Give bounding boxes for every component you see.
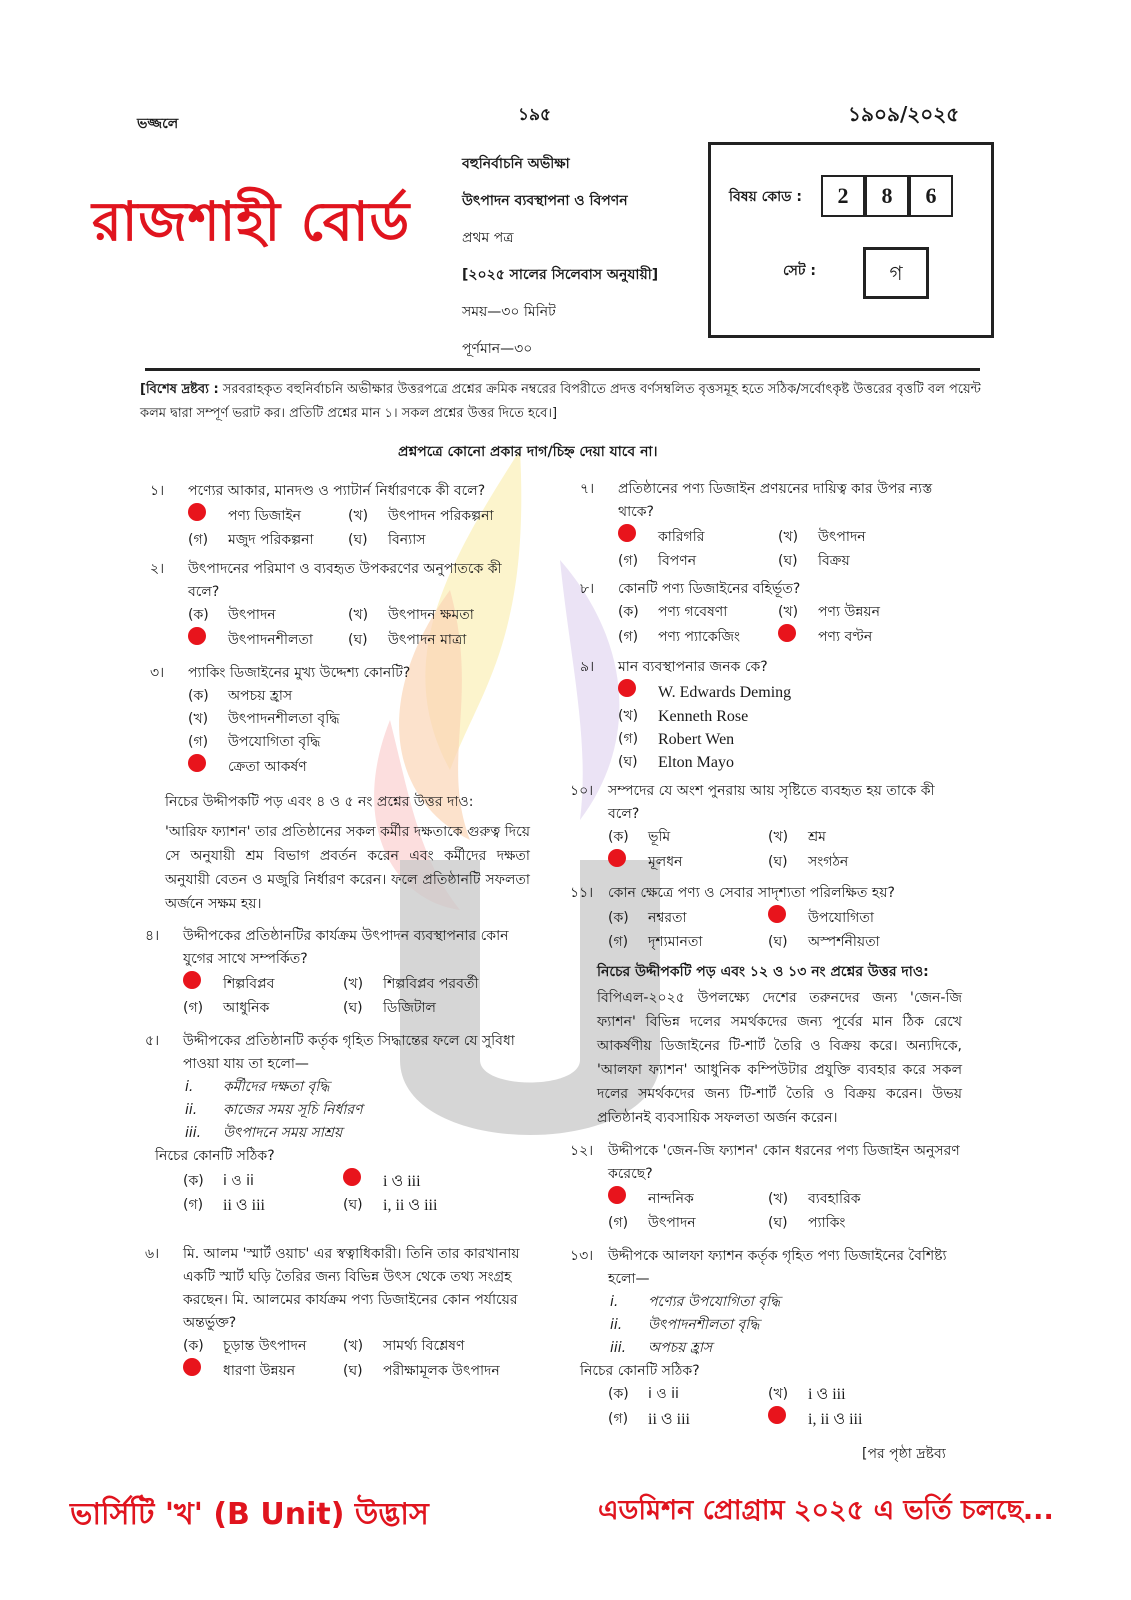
question-number: ৩। (150, 665, 165, 681)
question-text: কোনটি পণ্য ডিজাইনের বহির্ভূত? (618, 581, 801, 597)
option-text: i ও ii (648, 1386, 679, 1402)
option-label: (খ) (768, 1386, 789, 1402)
option-label: (গ) (608, 934, 629, 950)
option-label: (খ) (768, 829, 789, 845)
option[interactable] (768, 1212, 938, 1235)
option-label: (গ) (183, 1000, 204, 1016)
option-label: (ক) (608, 909, 629, 926)
option-text: শিল্পবিপ্লব পরবর্তী (383, 975, 479, 992)
option-label: (খ) (348, 607, 369, 623)
board-title: রাজশাহী বোর্ড (92, 190, 411, 253)
question-4 (145, 925, 530, 1020)
option[interactable] (768, 1186, 938, 1212)
option-text: সংগঠন (808, 853, 849, 870)
option-text: ভূমি (648, 829, 671, 845)
option-text: ii ও iii (223, 1197, 266, 1214)
option-text: পরীক্ষামূলক উৎপাদন (383, 1362, 500, 1379)
question-3 (150, 662, 530, 780)
option-text: উৎপাদনশীলতা (228, 631, 313, 648)
option[interactable] (343, 1335, 513, 1358)
option[interactable] (618, 550, 778, 573)
special-note (140, 378, 985, 426)
question-2 (150, 558, 530, 653)
stimulus-1 (165, 790, 530, 916)
option-text: i, ii ও iii (383, 1197, 438, 1214)
filled-answer-bubble-icon (778, 624, 796, 642)
option-label: (খ) (618, 708, 639, 724)
question-text: মি. আলম 'স্মার্ট ওয়াচ' এর স্বত্বাধিকারী। তিনি তার কারখানায় একটি স্মার্ট ঘড়ি তৈরির জন্য বিভিন্ন উৎস থেকে তথ্য সংগ্রহ করছেন। মি. আলমের কার্যক্রম পণ্য ডিজাইনের কোন পর্যায়ের অন্তর্ভুক্ত? (183, 1246, 520, 1331)
option[interactable] (768, 1406, 938, 1432)
option-label: (খ) (778, 528, 799, 545)
question-number: ১২। (570, 1143, 594, 1159)
option-text: Robert Wen (658, 731, 735, 748)
question-text: উদ্দীপকের প্রতিষ্ঠানটি কর্তৃক গৃহিত সিদ্ধান্তের ফলে যে সুবিধা পাওয়া যায় তা হলো— (183, 1033, 515, 1072)
option[interactable] (188, 685, 530, 708)
option-text: মজুদ পরিকল্পনা (228, 532, 314, 548)
option-text: i ও ii (223, 1172, 254, 1189)
option[interactable] (188, 731, 530, 754)
option[interactable] (778, 524, 948, 550)
option-label: (ঘ) (343, 1000, 363, 1016)
statement-number: iii. (185, 1125, 202, 1141)
option[interactable] (768, 1383, 938, 1406)
stimulus-passage: 'আরিফ ফ্যাশন' তার প্রতিষ্ঠানের সকল কর্মীর দক্ষতাকে গুরুত্ব দিয়ে সে অনুযায়ী শ্রম বিভাগ প্রবর্তন করেন এবং কর্মীদের দক্ষতা অনুযায়ী বেতন ও মজুরি নির্ধারণ করেন। ফলে প্রতিষ্ঠানটি সফলতা অর্জনে সক্ষম হয়। (165, 824, 530, 912)
option-text: ক্রেতা আকর্ষণ (228, 758, 307, 775)
option[interactable] (183, 1168, 343, 1194)
option[interactable] (608, 1383, 768, 1406)
statement (610, 1337, 965, 1360)
statement (185, 1099, 530, 1122)
option-text: বিক্রয় (818, 553, 850, 569)
option-label: (গ) (183, 1197, 204, 1213)
option-text: পণ্য প্যাকেজিং (658, 628, 741, 645)
option-text: পণ্য বণ্টন (818, 628, 873, 645)
option-label: (খ) (768, 1190, 789, 1207)
option-text: উৎপাদন পরিকল্পনা (388, 507, 494, 524)
option-text: নান্দনিক (648, 1190, 694, 1207)
statement-text: পণ্যের উপযোগিতা বৃদ্ধি (648, 1294, 781, 1310)
question-number: ১। (150, 483, 165, 499)
option-text: আধুনিক (223, 1000, 270, 1016)
option-label: (গ) (618, 731, 639, 747)
question-9 (580, 656, 965, 774)
option-text: উৎপাদনশীলতা বৃদ্ধি (228, 711, 340, 727)
option-text: মূলধন (648, 853, 683, 870)
exam-time: সময়—৩০ মিনিট (462, 304, 556, 320)
question-10 (570, 780, 965, 875)
option[interactable] (618, 705, 965, 728)
option-text: W. Edwards Deming (658, 683, 792, 701)
filled-answer-bubble-icon (188, 754, 206, 772)
statement-text: অপচয় হ্রাস (648, 1340, 713, 1356)
option-label: (ক) (618, 604, 639, 620)
option-label: (ঘ) (348, 631, 368, 648)
question-12 (570, 1140, 965, 1235)
option[interactable] (343, 1194, 513, 1217)
option[interactable] (608, 849, 768, 875)
option[interactable] (608, 905, 768, 931)
option-label: (ঘ) (618, 754, 638, 770)
option-text: পণ্য ডিজাইন (228, 507, 302, 524)
option-label: (ঘ) (343, 1197, 363, 1213)
option-label: (ক) (608, 1386, 629, 1402)
filled-answer-bubble-icon (343, 1168, 361, 1186)
subject-code-digit: 6 (909, 175, 953, 217)
option[interactable] (608, 1406, 768, 1432)
question-13 (570, 1245, 965, 1432)
filled-answer-bubble-icon (618, 524, 636, 542)
question-text: সম্পদের যে অংশ পুনরায় আয় সৃষ্টিতে ব্যবহৃত হয় তাকে কী বলে? (608, 783, 935, 822)
option[interactable] (618, 624, 778, 650)
option[interactable] (618, 601, 778, 624)
set-label: সেট : (783, 263, 817, 279)
question-prompt: নিচের কোনটি সঠিক? (155, 1148, 275, 1164)
option-label: (ক) (188, 688, 209, 704)
question-number: ১৩। (570, 1248, 594, 1264)
subject-name: উৎপাদন ব্যবস্থাপনা ও বিপণন (462, 193, 628, 209)
note-text: সরবরাহকৃত বহুনির্বাচনি অভীক্ষার উত্তরপত্রে প্রশ্নের ক্রমিক নম্বরের বিপরীতে প্রদত্ত বর্ণসম্বলিত বৃত্তসমূহ হতে সঠিক/সর্বোৎকৃষ্ট উত্তরের বৃত্তটি বল পয়েন্ট কলম দ্বারা সম্পূর্ণ ভরাট কর। প্রতিটি প্রশ্নের মান ১। সকল প্রশ্নের উত্তর দিতে হবে।] (140, 382, 981, 421)
option-text: পণ্য গবেষণা (658, 604, 728, 620)
question-text: প্যাকিং ডিজাইনের মুখ্য উদ্দেশ্য কোনটি? (188, 665, 411, 681)
stimulus-passage: বিপিএল-২০২৫ উপলক্ষ্যে দেশের তরুনদের জন্য 'জেন-জি ফ্যাশন' বিভিন্ন দলের সমর্থকদের জন্য পূর্বের মান ঠিক রেখে আকর্ষণীয় ডিজাইনের টি-শার্ট তৈরি ও বিক্রয় করে। অন্যদিকে, 'আলফা ফ্যাশন' আধুনিক কম্পিউটার প্রযুক্তি ব্যবহার করে সকল দলের সমর্থকদের জন্য টি-শার্ট তৈরি ও বিক্রয় করেন। উভয় প্রতিষ্ঠানই ব্যবসায়িক সফলতা অর্জন করেন। (597, 990, 962, 1126)
option-label: (খ) (188, 711, 209, 727)
option[interactable] (618, 751, 965, 774)
option-text: চূড়ান্ত উৎপাদন (223, 1338, 307, 1354)
subject-code-label: বিষয় কোড : (729, 189, 802, 205)
option-label: (ক) (608, 829, 629, 845)
statement (610, 1314, 965, 1337)
option-label: (ক) (183, 1172, 204, 1189)
option[interactable] (188, 627, 348, 653)
option-text: Elton Mayo (658, 754, 734, 771)
option[interactable] (778, 550, 948, 573)
option[interactable] (183, 1194, 343, 1217)
option-text: উৎপাদন (648, 1215, 696, 1231)
question-text: মান ব্যবস্থাপনার জনক কে? (618, 659, 768, 675)
option-label: (খ) (778, 604, 799, 620)
filled-answer-bubble-icon (608, 849, 626, 867)
statement-text: উৎপাদনশীলতা বৃদ্ধি (648, 1317, 760, 1333)
filled-answer-bubble-icon (608, 1186, 626, 1204)
option-text: প্যাকিং (808, 1215, 846, 1231)
option[interactable] (188, 503, 348, 529)
option-label: (ক) (188, 607, 209, 623)
option-text: উৎপাদন (228, 607, 276, 623)
filled-answer-bubble-icon (768, 1406, 786, 1424)
option[interactable] (343, 997, 513, 1020)
filled-answer-bubble-icon (768, 905, 786, 923)
option-text: শ্রম (808, 829, 826, 845)
stimulus-intro: নিচের উদ্দীপকটি পড় এবং ৪ ও ৫ নং প্রশ্নের উত্তর দাও: (165, 794, 474, 810)
option[interactable] (188, 604, 348, 627)
option-text: i, ii ও iii (808, 1410, 863, 1428)
option-text: বিন্যাস (388, 532, 426, 548)
option-text: কারিগরি (658, 528, 705, 545)
question-11 (570, 882, 965, 954)
option[interactable] (778, 601, 948, 624)
question-text: পণ্যের আকার, মানদণ্ড ও প্যাটার্ন নির্ধারণকে কী বলে? (188, 483, 486, 499)
statement-number: i. (610, 1294, 619, 1310)
option[interactable] (608, 1212, 768, 1235)
statement (185, 1076, 530, 1099)
paper-name: প্রথম পত্র (462, 230, 514, 246)
option-label: (ঘ) (768, 853, 788, 870)
option-label: (খ) (343, 975, 364, 992)
syllabus-note: [২০২৫ সালের সিলেবাস অনুযায়ী] (462, 267, 659, 283)
filled-answer-bubble-icon (188, 503, 206, 521)
question-text: প্রতিষ্ঠানের পণ্য ডিজাইন প্রণয়নের দায়িত্ব কার উপর ন্যস্ত থাকে? (618, 481, 933, 520)
question-text: কোন ক্ষেত্রে পণ্য ও সেবার সাদৃশ্যতা পরিলক্ষিত হয়? (608, 885, 895, 901)
option-text: শিল্পবিপ্লব (223, 975, 275, 992)
question-number: ৪। (145, 928, 160, 944)
option[interactable] (348, 627, 518, 653)
option-text: বিপণন (658, 553, 697, 569)
option-label: (খ) (348, 507, 369, 524)
option-text: উৎপাদন (818, 528, 866, 545)
option[interactable] (348, 503, 518, 529)
option-label: (ঘ) (768, 934, 788, 950)
option-label: (খ) (343, 1338, 364, 1354)
option[interactable] (618, 728, 965, 751)
option-text: ধারণা উন্নয়ন (223, 1362, 296, 1379)
full-marks: পূর্ণমান—৩০ (462, 341, 533, 357)
option[interactable] (343, 1168, 513, 1194)
subject-code-digit: 8 (865, 175, 909, 217)
set-value: গ (863, 247, 929, 299)
option[interactable] (608, 826, 768, 849)
option[interactable] (768, 931, 938, 954)
filled-answer-bubble-icon (183, 1358, 201, 1376)
option-label: (ঘ) (778, 553, 798, 569)
corner-mark: ভজ্জলে (137, 116, 179, 132)
option[interactable] (768, 905, 938, 931)
question-number: ১১। (570, 885, 594, 901)
footer-ad-right: এডমিশন প্রোগ্রাম ২০২৫ এ ভর্তি চলছে... (598, 1495, 1054, 1526)
option[interactable] (183, 1335, 343, 1358)
option-text: ডিজিটাল (383, 1000, 436, 1016)
option-text: অস্পর্শনীয়তা (808, 934, 880, 950)
question-text: উদ্দীপকে 'জেন-জি ফ্যাশন' কোন ধরনের পণ্য ডিজাইন অনুসরণ করেছে? (608, 1143, 960, 1182)
option-label: (ঘ) (348, 532, 368, 548)
option-text: উপযোগিতা বৃদ্ধি (228, 734, 321, 750)
stimulus-2 (597, 960, 962, 1130)
statement-text: কাজের সময় সূচি নির্ধারণ (223, 1102, 363, 1118)
option[interactable] (188, 708, 530, 731)
stimulus-intro: নিচের উদ্দীপকটি পড় এবং ১২ ও ১৩ নং প্রশ্নের উত্তর দাও: (597, 964, 929, 980)
option[interactable] (618, 679, 965, 705)
filled-answer-bubble-icon (183, 971, 201, 989)
option-text: ii ও iii (648, 1410, 691, 1428)
option-text: উৎপাদন ক্ষমতা (388, 607, 474, 623)
option[interactable] (778, 624, 948, 650)
question-8 (580, 578, 965, 650)
option[interactable] (343, 971, 513, 997)
option-text: ব্যবহারিক (808, 1190, 861, 1207)
option[interactable] (183, 997, 343, 1020)
option-text: পণ্য উন্নয়ন (818, 604, 880, 620)
footer-ad-left: ভার্সিটি 'খ' (B Unit) উদ্ভাস (70, 1497, 429, 1532)
option[interactable] (343, 1358, 513, 1384)
option[interactable] (608, 931, 768, 954)
option[interactable] (348, 604, 518, 627)
option[interactable] (608, 1186, 768, 1212)
option-text: Kenneth Rose (658, 708, 749, 725)
option[interactable] (348, 529, 518, 552)
filled-answer-bubble-icon (618, 679, 636, 697)
option-label: (গ) (188, 532, 209, 548)
note-label: [বিশেষ দ্রষ্টব্য : (140, 382, 219, 397)
question-number: ৯। (580, 659, 595, 675)
option-text: দৃশ্যমানতা (648, 934, 703, 950)
statement-text: কর্মীদের দক্ষতা বৃদ্ধি (223, 1079, 330, 1095)
option-label: (গ) (618, 628, 639, 645)
question-7 (580, 478, 965, 573)
option[interactable] (183, 971, 343, 997)
option-text: i ও iii (808, 1386, 846, 1403)
question-number: ১০। (570, 783, 594, 799)
filled-answer-bubble-icon (188, 627, 206, 645)
statement-text: উৎপাদনে সময় সাশ্রয় (223, 1125, 343, 1141)
option[interactable] (188, 529, 348, 552)
option-label: (ঘ) (343, 1362, 363, 1379)
question-number: ৫। (145, 1033, 160, 1049)
statement-number: iii. (610, 1340, 627, 1356)
question-text: উদ্দীপকে আলফা ফ্যাশন কর্তৃক গৃহিত পণ্য ডিজাইনের বৈশিষ্ট্য হলো— (608, 1248, 947, 1287)
statement-number: i. (185, 1079, 194, 1095)
option-label: (ঘ) (768, 1215, 788, 1231)
question-text: উদ্দীপকের প্রতিষ্ঠানটির কার্যক্রম উৎপাদন ব্যবস্থাপনার কোন যুগের সাথে সম্পর্কিত? (183, 928, 509, 967)
question-text: উৎপাদনের পরিমাণ ও ব্যবহৃত উপকরণের অনুপাতকে কী বলে? (188, 561, 502, 600)
option-label: (গ) (608, 1215, 629, 1231)
statement-number: ii. (185, 1102, 198, 1118)
subject-code-box (708, 142, 994, 338)
option-label: (ক) (183, 1338, 204, 1354)
option-text: অপচয় হ্রাস (228, 688, 293, 704)
question-6 (145, 1243, 530, 1384)
option-text: i ও iii (383, 1172, 421, 1190)
exam-id: ১৯০৯/২০২৫ (848, 102, 960, 126)
divider (145, 368, 980, 371)
option-text: উৎপাদন মাত্রা (388, 631, 467, 648)
question-prompt: নিচের কোনটি সঠিক? (580, 1363, 700, 1379)
question-number: ৬। (145, 1246, 160, 1262)
exam-type: বহুনির্বাচনি অভীক্ষা (462, 156, 570, 172)
option-text: নশ্বরতা (648, 909, 687, 926)
next-page-note: [পর পৃষ্ঠা দ্রষ্টব্য (862, 1446, 946, 1462)
statement (610, 1291, 965, 1314)
option[interactable] (768, 826, 938, 849)
option[interactable] (768, 849, 938, 875)
statement (185, 1122, 530, 1145)
option-text: উপযোগিতা (808, 909, 874, 926)
question-number: ৭। (580, 481, 595, 497)
option-label: (গ) (618, 553, 639, 569)
page-code: ১৯৫ (518, 105, 552, 125)
warning-text: প্রশ্নপত্রে কোনো প্রকার দাগ/চিহ্ন দেয়া যাবে না। (398, 444, 658, 460)
question-1 (150, 480, 530, 552)
option[interactable] (183, 1358, 343, 1384)
option-text: সামর্থ্য বিশ্লেষণ (383, 1338, 465, 1354)
question-number: ২। (150, 561, 165, 577)
subject-code-digit: 2 (821, 175, 865, 217)
option-label: (গ) (608, 1410, 629, 1427)
question-number: ৮। (580, 581, 595, 597)
option[interactable] (618, 524, 778, 550)
option[interactable] (188, 754, 530, 780)
question-5 (145, 1030, 530, 1217)
statement-number: ii. (610, 1317, 623, 1333)
option-label: (গ) (188, 734, 209, 750)
